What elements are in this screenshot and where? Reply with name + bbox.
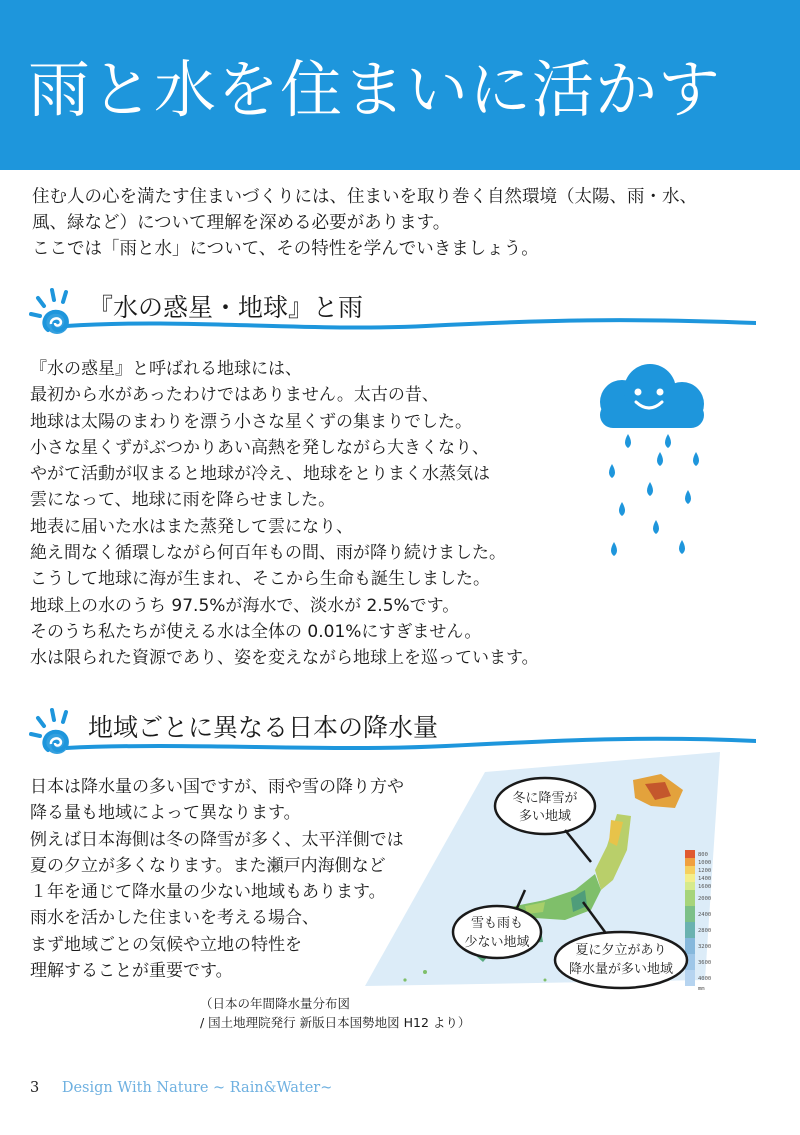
intro-line: 風、緑など）について理解を深める必要があります。: [32, 213, 451, 233]
section-title: 地域ごとに異なる日本の降水量: [88, 713, 439, 742]
section1-heading: [26, 284, 726, 344]
section2-body: [30, 774, 404, 984]
legend-label: mm: [698, 986, 705, 990]
legend-label: 2400: [698, 912, 712, 918]
map-figure: [365, 750, 720, 990]
body-line: こうして地球に海が生まれ、そこから生命も誕生しました。: [30, 569, 491, 590]
caption-line: （日本の年間降水量分布図: [200, 996, 351, 1011]
callout-line: 少ない地域: [464, 935, 530, 950]
legend-label: 1200: [698, 868, 712, 874]
callout-line: 夏に夕立があり: [575, 943, 667, 958]
legend-label: 2800: [698, 928, 712, 934]
body-line: １年を通じて降水量の少ない地域もあります。: [30, 882, 386, 903]
section-underline-wave: [66, 316, 756, 336]
body-line: 例えば日本海側は冬の降雪が多く、太平洋側では: [30, 829, 404, 850]
caption-line: / 国土地理院発行 新版日本国勢地図 H12 より）: [200, 1015, 471, 1030]
body-line: まず地域ごとの気候や立地の特性を: [30, 934, 302, 955]
legend-label: 1400: [698, 876, 712, 882]
section-title: 『水の惑星・地球』と雨: [88, 293, 364, 322]
legend-label: 1000: [698, 860, 712, 866]
body-line: 地球上の水のうち 97.5%が海水で、淡水が 2.5%です。: [30, 595, 460, 616]
raindrops: [609, 434, 699, 556]
section1-body: [30, 356, 539, 672]
intro-line: 住む人の心を満たす住まいづくりには、住まいを取り巻く自然環境（太陽、雨・水、: [32, 187, 697, 207]
japan-precipitation-map: [365, 750, 720, 990]
body-line: 日本は降水量の多い国ですが、雨や雪の降り方や: [30, 777, 404, 797]
body-line: 地表に届いた水はまた蒸発して雲になり、: [30, 516, 353, 537]
body-line: 絶え間なく循環しながら何百年もの間、雨が降り続けました。: [30, 543, 506, 564]
intro-line: ここでは「雨と水」について、その特性を学んでいきましょう。: [32, 239, 539, 259]
body-line: 地球は太陽のまわりを漂う小さな星くずの集まりでした。: [30, 411, 472, 432]
page-footer: [30, 1080, 332, 1096]
body-line: 理解することが重要です。: [30, 961, 233, 982]
legend-label: 2000: [698, 896, 712, 902]
page-header: [0, 0, 800, 170]
smiling-rain-cloud-icon: [592, 362, 722, 572]
body-line: 夏の夕立が多くなります。また瀬戸内海側など: [30, 855, 386, 876]
body-line: 降る量も地域によって異なります。: [30, 803, 301, 824]
body-line: 小さな星くずがぶつかりあい高熱を発しながら大きくなり、: [30, 437, 489, 458]
legend-label: 1600: [698, 884, 712, 890]
body-line: 雲になって、地球に雨を降らせました。: [30, 490, 336, 511]
body-line: 雨水を活かした住まいを考える場合、: [30, 908, 319, 929]
callout-line: 多い地域: [518, 809, 572, 824]
page-number: 3: [30, 1080, 40, 1096]
legend-label: 800: [698, 852, 708, 858]
body-line: やがて活動が収まると地球が冷え、地球をとりまく水蒸気は: [30, 464, 491, 485]
legend-label: 4000: [698, 976, 712, 982]
callout-line: 降水量が多い地域: [568, 962, 674, 977]
body-line: 水は限られた資源であり、姿を変えながら地球上を巡っています。: [30, 648, 539, 669]
map-caption: [200, 994, 470, 1032]
intro-paragraph: [32, 184, 772, 262]
callout-line: 冬に降雪が: [512, 791, 578, 806]
body-line: 『水の惑星』と呼ばれる地球には、: [30, 359, 302, 379]
callout-line: 雪も雨も: [470, 916, 524, 931]
legend-label: 3200: [698, 944, 712, 950]
body-line: そのうち私たちが使える水は全体の 0.01%にすぎません。: [30, 621, 482, 642]
body-line: 最初から水があったわけではありません。太古の昔、: [30, 385, 439, 406]
footer-tagline: Design With Nature ~ Rain&Water~: [61, 1080, 333, 1096]
page-title: 雨と水を住まいに活かす: [28, 53, 722, 126]
legend-label: 3600: [698, 960, 712, 966]
